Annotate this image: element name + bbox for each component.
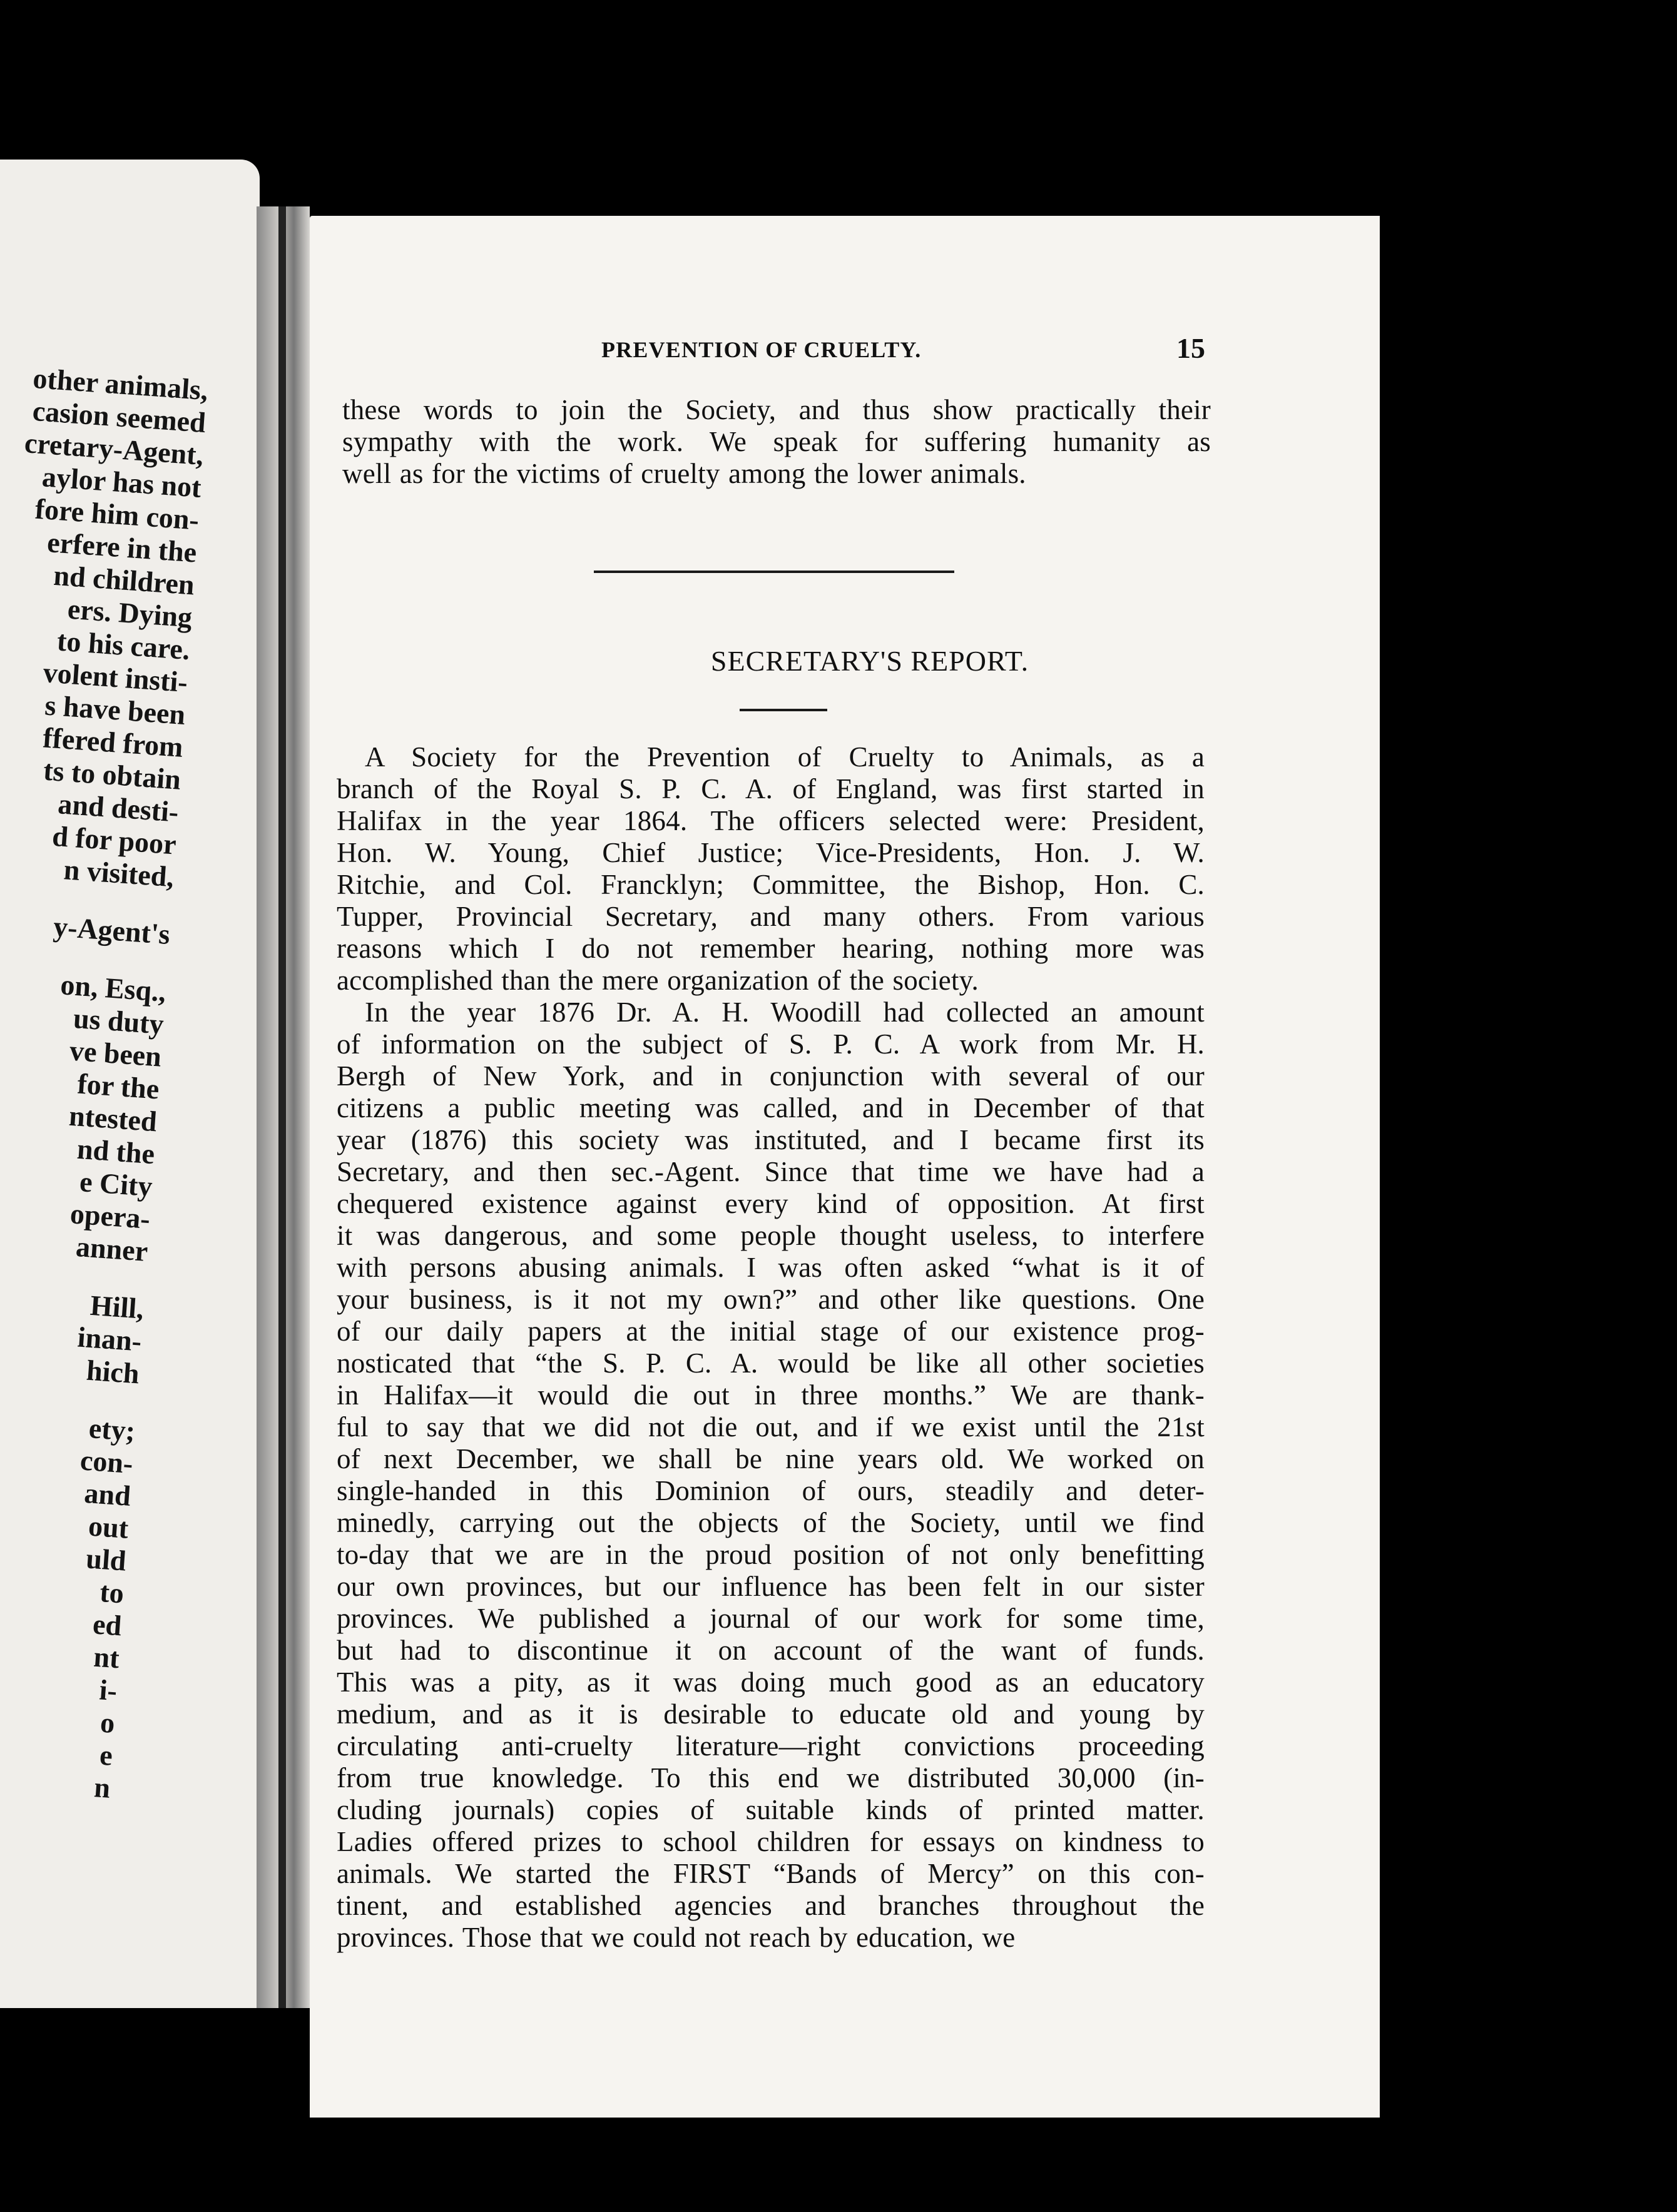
report-body xyxy=(337,741,1205,1954)
text-line: chequered existence against every kind of opposition. At first xyxy=(337,1188,1205,1219)
section-divider-rule xyxy=(594,571,954,573)
facing-page-line: inan- xyxy=(76,1321,143,1357)
text-line: our own provinces, but our influence has been felt in our sister xyxy=(337,1571,1205,1602)
title-underline-rule xyxy=(740,709,827,711)
text-line: your business, is it not my own?” and other like questions. One xyxy=(337,1284,1205,1315)
text-line: but had to discontinue it on account of the want of funds. xyxy=(337,1635,1205,1666)
book-page xyxy=(310,216,1380,2118)
gutter-shadow xyxy=(278,206,286,2008)
facing-page-line: us duty xyxy=(72,1002,165,1040)
text-line: from true knowledge. To this end we distributed 30,000 (in- xyxy=(337,1762,1205,1793)
text-line: tinent, and established agencies and branches throughout the xyxy=(337,1890,1205,1921)
text-line: In the year 1876 Dr. A. H. Woodill had collected an amount xyxy=(365,997,1205,1028)
text-line: ful to say that we did not die out, and if we exist until the 21st xyxy=(337,1411,1205,1443)
facing-page-line: Hill, xyxy=(89,1289,145,1325)
facing-page-line: ety; xyxy=(88,1412,136,1448)
text-line: reasons which I do not remember hearing, nothing more was xyxy=(337,933,1205,964)
facing-page-line: s have been xyxy=(43,689,186,731)
facing-page-line: nt xyxy=(93,1640,121,1675)
section-title: SECRETARY'S REPORT. xyxy=(710,645,1029,677)
facing-page-line: volent insti- xyxy=(42,656,189,699)
text-line: to-day that we are in the proud position of not only benefitting xyxy=(337,1539,1205,1570)
intro-paragraph xyxy=(342,394,1211,490)
text-line: nosticated that “the S. P. C. A. would be like all other societies xyxy=(337,1347,1205,1379)
facing-page-line: aylor has not xyxy=(41,460,203,504)
text-line: of information on the subject of S. P. C. A work from Mr. H. xyxy=(337,1028,1205,1060)
facing-page-line: ffered from xyxy=(41,721,185,763)
text-line: of our daily papers at the initial stage of our existence prog- xyxy=(337,1316,1205,1347)
facing-page-line: hich xyxy=(85,1354,141,1390)
text-line: A Society for the Prevention of Cruelty to Animals, as a xyxy=(365,741,1205,773)
facing-page-line: y-Agent's xyxy=(52,910,171,951)
facing-page-line: erfere in the xyxy=(46,526,198,569)
text-line: provinces. Those that we could not reach by education, we xyxy=(337,1922,1016,1953)
facing-page-line: ts to obtain xyxy=(42,754,182,796)
report-paragraph-2 xyxy=(337,997,1205,1954)
facing-page-line: casion seemed xyxy=(31,394,207,439)
text-line: Halifax in the year 1864. The officers selected were: President, xyxy=(337,805,1205,836)
facing-page-line: n xyxy=(93,1771,111,1804)
text-line: This was a pity, as it was doing much good as an educatory xyxy=(337,1667,1205,1698)
text-line: animals. We started the FIRST “Bands of Mercy” on this con- xyxy=(337,1858,1205,1889)
text-line: of next December, we shall be nine years old. We worked on xyxy=(337,1443,1205,1474)
facing-page-line: opera- xyxy=(69,1197,151,1235)
facing-page-line: cretary-Agent, xyxy=(23,427,205,471)
text-line: single-handed in this Dominion of ours, steadily and deter- xyxy=(337,1475,1205,1506)
text-line: Hon. W. Young, Chief Justice; Vice-Presidents, Hon. J. W. xyxy=(337,837,1205,868)
facing-page-line: d for poor xyxy=(51,819,178,861)
text-line: Ladies offered prizes to school children for essays on kindness to xyxy=(337,1826,1205,1857)
text-line: it was dangerous, and some people thought useless, to interfere xyxy=(337,1220,1205,1251)
facing-page-line: out xyxy=(87,1509,130,1545)
text-line: with persons abusing animals. I was often asked “what is it of xyxy=(337,1252,1205,1283)
facing-page-line: i- xyxy=(98,1673,118,1707)
running-head: PREVENTION OF CRUELTY. xyxy=(601,337,922,362)
text-line: year (1876) this society was instituted, and I became first its xyxy=(337,1124,1205,1155)
facing-page-line: and xyxy=(83,1476,132,1512)
text-line: sympathy with the work. We speak for suffering humanity as xyxy=(342,426,1211,457)
facing-page-line: e xyxy=(98,1738,114,1772)
facing-page xyxy=(0,160,260,2008)
page-number: 15 xyxy=(1176,332,1205,364)
facing-page-line: uld xyxy=(84,1542,128,1577)
text-line: cluding journals) copies of suitable kinds of printed matter. xyxy=(337,1794,1205,1825)
text-line: branch of the Royal S. P. C. A. of England, was first started in xyxy=(337,773,1205,804)
text-line: minedly, carrying out the objects of the Society, until we find xyxy=(337,1507,1205,1538)
text-line: well as for the victims of cruelty among the lower animals. xyxy=(342,458,1026,489)
text-line: medium, and as it is desirable to educate old and young by xyxy=(337,1698,1205,1730)
text-line: in Halifax—it would die out in three months.” We are thank- xyxy=(337,1379,1205,1411)
facing-page-line: fore him con- xyxy=(34,492,200,536)
text-line: Ritchie, and Col. Francklyn; Committee, the Bishop, Hon. C. xyxy=(337,869,1205,900)
text-line: citizens a public meeting was called, and in December of that xyxy=(337,1092,1205,1124)
text-line: these words to join the Society, and thus show practically their xyxy=(342,394,1211,425)
facing-page-line: for the xyxy=(76,1067,161,1105)
text-line: circulating anti-cruelty literature—right convictions proceeding xyxy=(337,1730,1205,1762)
facing-page-line: o xyxy=(99,1706,116,1740)
text-line: provinces. We published a journal of our work for some time, xyxy=(337,1603,1205,1634)
facing-page-line: on, Esq., xyxy=(59,968,167,1008)
text-line: Bergh of New York, and in conjunction with several of our xyxy=(337,1060,1205,1092)
text-line: Tupper, Provincial Secretary, and many others. From various xyxy=(337,901,1205,932)
facing-page-line: ve been xyxy=(68,1034,163,1073)
text-line: accomplished than the mere organization of the society. xyxy=(337,965,979,996)
facing-page-line: anner xyxy=(74,1230,149,1267)
text-line: Secretary, and then sec.-Agent. Since that time we have had a xyxy=(337,1156,1205,1187)
facing-page-line: and desti- xyxy=(56,788,180,828)
facing-page-line: ers. Dying xyxy=(66,592,193,634)
facing-page-line: to his care. xyxy=(56,624,191,666)
facing-page-text xyxy=(0,360,209,1805)
facing-page-line: to xyxy=(98,1575,125,1610)
facing-page-line: n visited, xyxy=(63,853,175,893)
facing-page-line: other animals, xyxy=(32,362,210,407)
facing-page-line: ed xyxy=(91,1608,123,1642)
facing-page-line: nd children xyxy=(53,559,196,601)
facing-page-line: e City xyxy=(78,1165,154,1203)
facing-page-line: ntested xyxy=(68,1099,158,1138)
facing-page-line: nd the xyxy=(76,1132,156,1170)
report-paragraph-1 xyxy=(337,741,1205,997)
facing-page-line: con- xyxy=(79,1444,135,1480)
